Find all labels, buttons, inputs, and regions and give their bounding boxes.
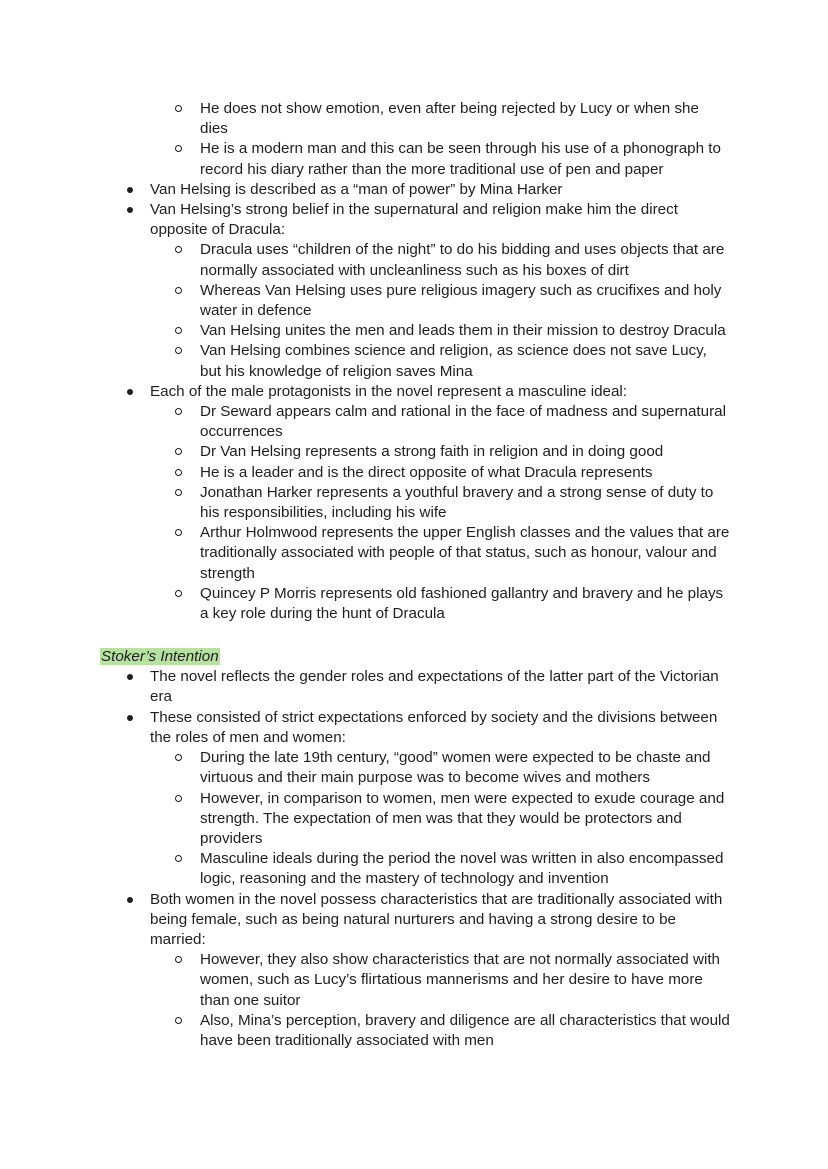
sub-list [150,950,730,1051]
list-subitem: He is a modern man and this can be seen through his use of a phonograph to record his diary rather than the more traditional use of pen and paper [0,139,730,179]
bullet-list-section2 [0,667,828,1051]
list-subitem: Arthur Holmwood represents the upper English classes and the values that are traditionally associated with people of that status, such as honour, valour and strength [0,523,730,584]
list-item: Van Helsing is described as a “man of power” by Mina Harker [0,180,730,200]
list-item: These consisted of strict expectations enforced by society and the divisions between the roles of men and women: During the late 19th century, “good” women were expected to be chaste and virtuous and their main purpose was to become wives and mothers However, in comparison to women, men were expected to exude courage and strength. The expectation of men was that they would be protectors and providers Masculine ideals during the period the novel was written in also encompassed logic, reasoning and the mastery of technology and invention [0,708,730,890]
list-subitem: Masculine ideals during the period the novel was written in also encompassed logic, reasoning and the mastery of technology and invention [0,849,730,889]
list-subitem: Dr Van Helsing represents a strong faith in religion and in doing good [0,442,730,462]
list-item: The novel reflects the gender roles and expectations of the latter part of the Victorian era [0,667,730,707]
section-heading [100,647,828,667]
sub-list [150,240,730,381]
list-subitem: Quincey P Morris represents old fashioned gallantry and bravery and he plays a key role during the hunt of Dracula [0,584,730,624]
list-subitem: Jonathan Harker represents a youthful bravery and a strong sense of duty to his responsibilities, including his wife [0,483,730,523]
list-subitem: Whereas Van Helsing uses pure religious imagery such as crucifixes and holy water in defence [0,281,730,321]
continued-subitem-list [0,99,828,180]
list-subitem: During the late 19th century, “good” women were expected to be chaste and virtuous and their main purpose was to become wives and mothers [0,748,730,788]
list-subitem: However, they also show characteristics that are not normally associated with women, such as Lucy’s flirtatious mannerisms and her desire to have more than one suitor [0,950,730,1011]
list-subitem: He does not show emotion, even after being rejected by Lucy or when she dies [0,99,730,139]
list-subitem: However, in comparison to women, men were expected to exude courage and strength. The expectation of men was that they would be protectors and providers [0,789,730,850]
list-subitem: Dracula uses “children of the night” to do his bidding and uses objects that are normally associated with uncleanliness such as his boxes of dirt [0,240,730,280]
list-subitem: Also, Mina’s perception, bravery and diligence are all characteristics that would have been traditionally associated with men [0,1011,730,1051]
bullet-list-section1 [0,180,828,624]
list-subitem: Dr Seward appears calm and rational in the face of madness and supernatural occurrences [0,402,730,442]
list-item: Van Helsing’s strong belief in the supernatural and religion make him the direct opposite of Dracula: Dracula uses “children of the night” to do his bidding and uses objects that are normally associated with uncleanliness such as his boxes of dirt Whereas Van Helsing uses pure religious imagery such as crucifixes and holy water in defence Van Helsing unites the men and leads them in their mission to destroy Dracula Van Helsing combines science and religion, as science does not save Lucy, but his knowledge of religion saves Mina [0,200,730,382]
highlighted-heading-text: Stoker’s Intention [101,648,219,666]
sub-list [150,402,730,624]
list-item: Each of the male protagonists in the novel represent a masculine ideal: Dr Seward appears calm and rational in the face of madness and supernatural occurrences Dr Van Helsing represents a strong faith in religion and in doing good He is a leader and is the direct opposite of what Dracula represents Jonathan Harker represents a youthful bravery and a strong sense of duty to his responsibilities, including his wife Arthur Holmwood represents the upper English classes and the values that are traditionally associated with people of that status, such as honour, valour and strength Quincey P Morris represents old fashioned gallantry and bravery and he plays a key role during the hunt of Dracula [0,382,730,624]
list-subitem: Van Helsing unites the men and leads them in their mission to destroy Dracula [0,321,730,341]
list-subitem: Van Helsing combines science and religion, as science does not save Lucy, but his knowledge of religion saves Mina [0,341,730,381]
list-subitem: He is a leader and is the direct opposite of what Dracula represents [0,463,730,483]
sub-list [150,748,730,889]
list-item: Both women in the novel possess characteristics that are traditionally associated with being female, such as being natural nurturers and having a strong desire to be married: However, they also show characteristics that are not normally associated with women, such as Lucy’s flirtatious mannerisms and her desire to have more than one suitor Also, Mina’s perception, bravery and diligence are all characteristics that would have been traditionally associated with men [0,890,730,1052]
